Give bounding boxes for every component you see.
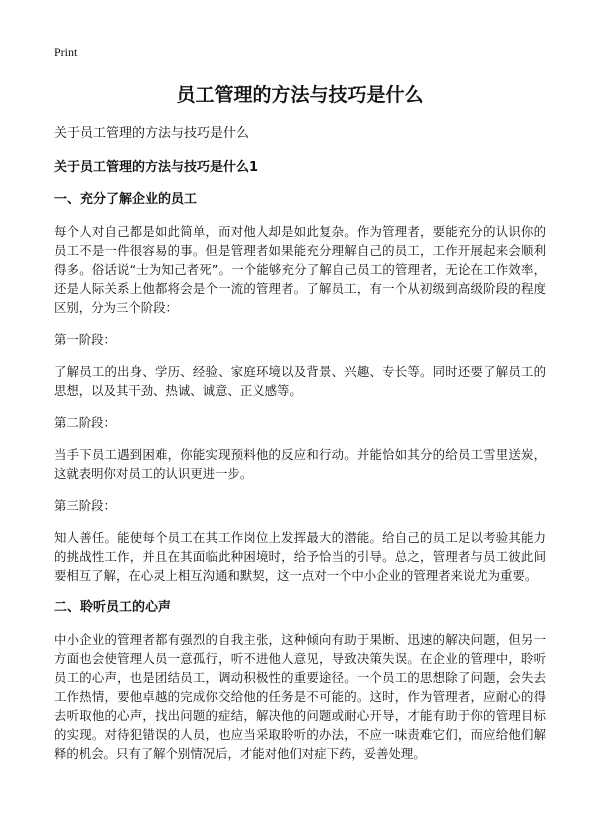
document-subtitle: 关于员工管理的方法与技巧是什么 [54, 126, 250, 141]
stage2-label: 第二阶段： [54, 415, 116, 430]
section-title: 关于员工管理的方法与技巧是什么1 [54, 160, 259, 175]
paragraph-intro: 每个人对自己都是如此简单，而对他人却是如此复杂。作为管理者，要能充分的认识你的员工不是一件很容易的事。但是管理者如果能充分理解自己的员工，工作开展起来会顺利得多。俗话说“士为知己者死”。一个能够充分了解自己员工的管理者，无论在工作效率，还是人际关系上他都将会是个一流的管理者。了解员工，有一个从初级到高级阶段的程度区别，分为三个阶段： [54, 224, 546, 315]
heading-listen-employees: 二、聆听员工的心声 [54, 600, 172, 615]
paragraph-listen: 中小企业的管理者都有强烈的自我主张，这种倾向有助于果断、迅速的解决问题，但另一方面也会使管理人员一意孤行，听不进他人意见，导致决策失误。在企业的管理中，聆听员工的心声，也是团结员工，调动积极性的重要途径。一个员工的思想除了问题，会失去工作热情，要他卓越的完成你交给他的任务是不可能的。这时，作为管理者，应耐心的得去听取他的心声，找出问题的症结，解决他的问题或耐心开导，才能有助于你的管理目标的实现。对待犯错误的人员，也应当采取聆听的办法，不应一味责难它们，而应给他们解释的机会。只有了解个别情况后，才能对他们对症下药，妥善处理。 [54, 632, 546, 761]
stage2-text: 当手下员工遇到困难，你能实现预料他的反应和行动。并能恰如其分的给员工雪里送炭，这就表明你对员工的认识更进一步。 [54, 447, 546, 481]
page-title: 员工管理的方法与技巧是什么 [176, 84, 424, 106]
stage1-label: 第一阶段： [54, 332, 116, 347]
stage1-text: 了解员工的出身、学历、经验、家庭环境以及背景、兴趣、专长等。同时还要了解员工的思想，以及其干劲、热诚、诚意、正义感等。 [54, 364, 546, 398]
print-link[interactable]: Print [54, 45, 78, 59]
stage3-text: 知人善任。能使每个员工在其工作岗位上发挥最大的潜能。给自己的员工足以考验其能力的挑战性工作，并且在其面临此种困境时，给予恰当的引导。总之，管理者与员工彼此间要相互了解，在心灵上相互沟通和默契，这一点对一个中小企业的管理者来说尤为重要。 [54, 530, 546, 583]
stage3-label: 第三阶段： [54, 498, 116, 513]
heading-understand-employees: 一、充分了解企业的员工 [54, 192, 198, 207]
